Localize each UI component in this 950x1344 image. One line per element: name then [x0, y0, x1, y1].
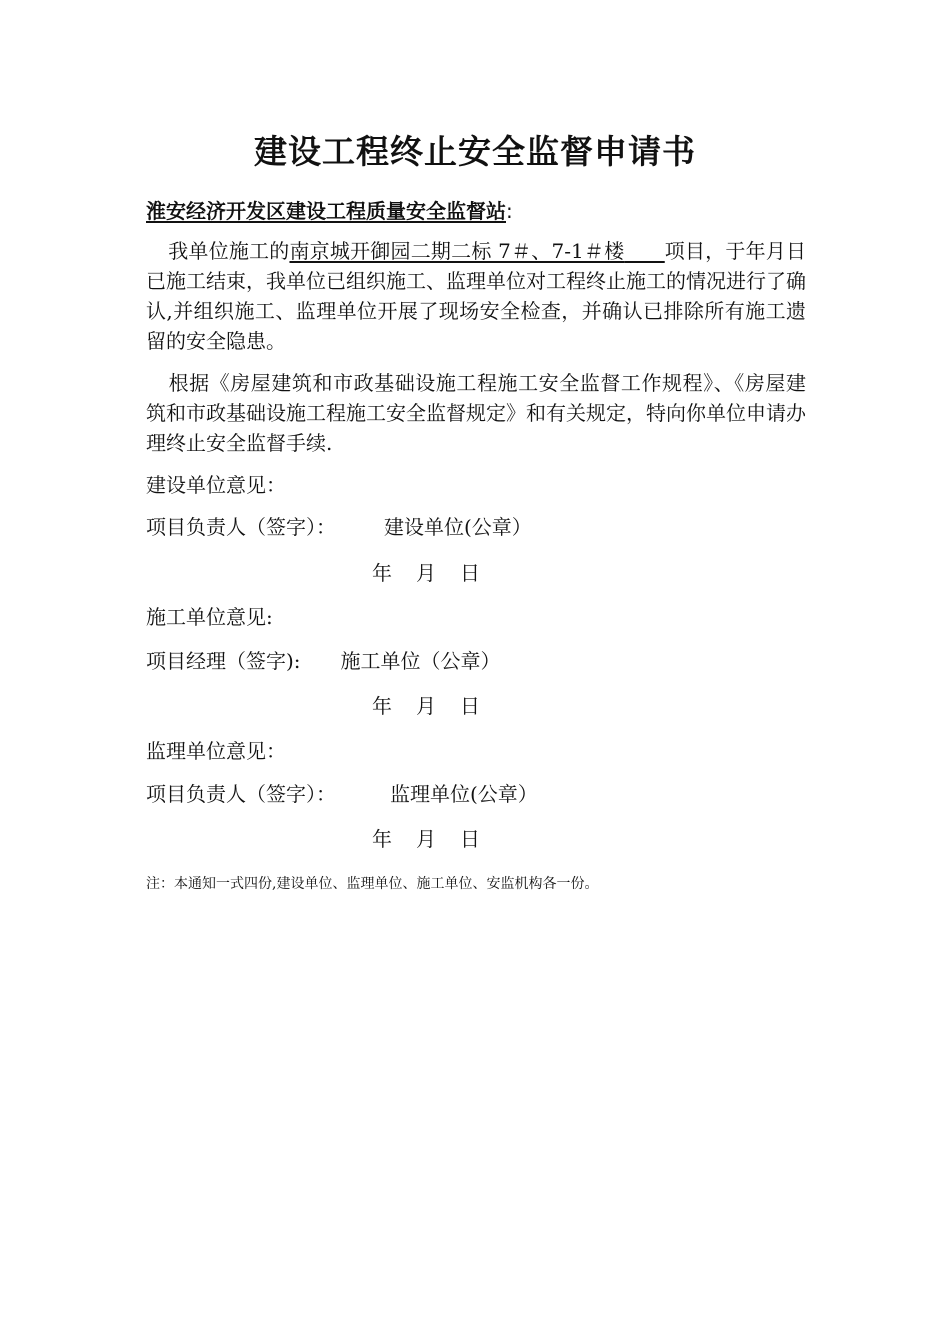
- paragraph-request-body: 项目，于年月日已施工结束，我单位已组织施工、监理单位对工程终止施工的情况进行了确认,并组织施工、监理单位开展了现场安全检查，并确认已排除所有施工遗留的安全隐患。: [146, 239, 807, 353]
- date-year: 年: [372, 694, 392, 718]
- addressee-colon: :: [506, 199, 513, 223]
- supervisor-seal-label: 监理单位(公章）: [390, 782, 538, 806]
- date-year: 年: [372, 561, 392, 585]
- date-day: 日: [460, 827, 480, 851]
- date-month: 月: [416, 827, 436, 851]
- document-title: 建设工程终止安全监督申请书: [254, 132, 696, 171]
- date-month: 月: [416, 694, 436, 718]
- contractor-opinion-heading: 施工单位意见:: [146, 605, 273, 629]
- contractor-date: [372, 692, 480, 720]
- paragraph-request-prefix: 我单位施工的: [168, 239, 290, 263]
- date-day: 日: [460, 694, 480, 718]
- addressee-name: 淮安经济开发区建设工程质量安全监督站: [146, 199, 506, 223]
- owner-opinion-heading: 建设单位意见：: [146, 473, 286, 497]
- owner-signer-label: 项目负责人（签字）：: [146, 515, 336, 539]
- paragraph-basis: [146, 368, 806, 458]
- contractor-sign-line: [146, 647, 501, 675]
- paragraph-basis-text: 根据《房屋建筑和市政基础设施工程施工安全监督工作规程》、《房屋建筑和市政基础设施工程施工安全监督规定》和有关规定，特向你单位申请办理终止安全监督手续.: [146, 371, 806, 455]
- owner-date: [372, 559, 480, 587]
- owner-sign-line: [146, 513, 532, 541]
- contractor-signer-label: 项目经理（签字):: [146, 649, 301, 673]
- date-month: 月: [416, 561, 436, 585]
- addressee-line: [146, 195, 513, 224]
- paragraph-request: [146, 236, 806, 356]
- date-year: 年: [372, 827, 392, 851]
- footnote: 注：本通知一式四份,建设单位、监理单位、施工单位、安监机构各一份。: [146, 876, 599, 892]
- supervisor-sign-line: [146, 780, 538, 808]
- project-name: 南京城开御园二期二标 7＃、7-1＃楼: [289, 239, 625, 263]
- owner-seal-label: 建设单位(公章）: [384, 515, 532, 539]
- contractor-seal-label: 施工单位（公章）: [340, 649, 501, 673]
- supervisor-date: [372, 825, 480, 853]
- supervisor-signer-label: 项目负责人（签字）：: [146, 782, 336, 806]
- supervisor-opinion-heading: 监理单位意见：: [146, 739, 286, 763]
- date-day: 日: [460, 561, 480, 585]
